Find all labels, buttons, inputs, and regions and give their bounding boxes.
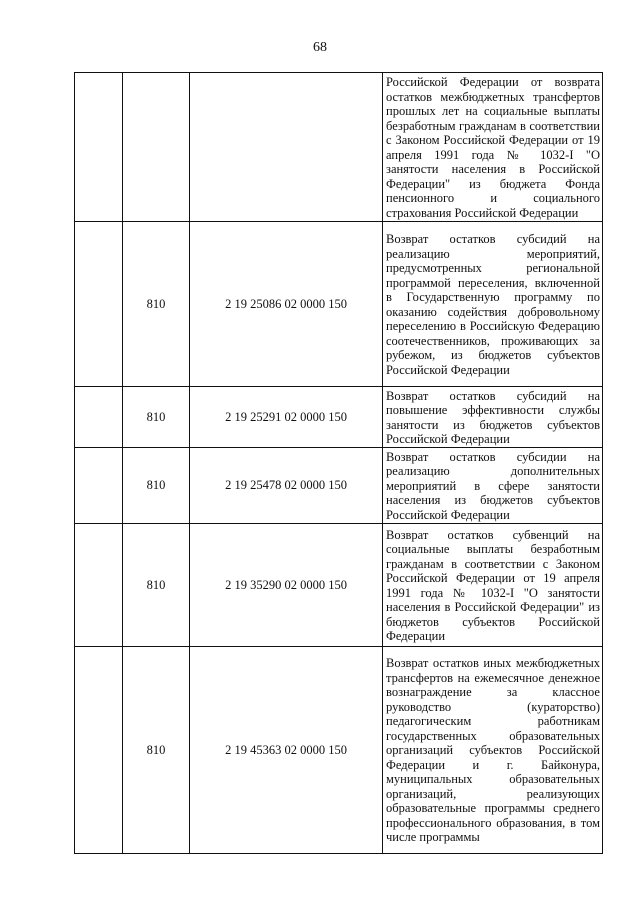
description-text: Возврат остатков субсидий на реализацию мероприятий, предусмотренных региональной программой переселения, включенной в Государственную программу по оказанию содействия добровольному переселению в Российскую Федерацию соотечественников, проживающих за рубежом, из бюджетов субъектов Российской Федерации	[386, 232, 600, 377]
description-text: Возврат остатков субвенций на социальные выплаты безработным гражданам в соответствии с Законом Российской Федерации от 19 апреля 1991 года № 1032-I "О занятости населения в Российской Федерации" из бюджетов субъектов Российской Федерации	[386, 527, 600, 643]
table-row	[75, 524, 603, 647]
table-row	[75, 387, 603, 448]
kbk-code-cell: 2 19 45363 02 0000 150	[190, 647, 383, 854]
table-row	[75, 73, 603, 222]
admin-code-cell: 810	[123, 387, 190, 448]
admin-code-cell: 810	[123, 647, 190, 854]
row-index-cell	[75, 524, 123, 647]
page-number: 68	[313, 40, 327, 55]
row-index-cell	[75, 73, 123, 222]
admin-code-cell: 810	[123, 448, 190, 524]
admin-code-cell: 810	[123, 524, 190, 647]
table-row	[75, 448, 603, 524]
description-cell	[383, 387, 603, 448]
description-cell	[383, 647, 603, 854]
admin-code-cell: 810	[123, 222, 190, 387]
kbk-code-cell	[190, 73, 383, 222]
kbk-code-cell: 2 19 25086 02 0000 150	[190, 222, 383, 387]
description-cell	[383, 524, 603, 647]
row-index-cell	[75, 647, 123, 854]
description-cell	[383, 73, 603, 222]
kbk-code-cell: 2 19 35290 02 0000 150	[190, 524, 383, 647]
row-index-cell	[75, 448, 123, 524]
table-row	[75, 647, 603, 854]
budget-classification-table	[74, 72, 603, 854]
description-text: Возврат остатков иных межбюджетных трансфертов на ежемесячное денежное вознаграждение за классное руководство (кураторство) педагогическим работникам государственных образовательных организаций субъектов Российской Федерации и г. Байконура, муниципальных образовательных организаций, реализующих образовательные программы среднего профессионального образования, в том числе программы	[386, 656, 600, 845]
description-text: Российской Федерации от возврата остатков межбюджетных трансфертов прошлых лет на социальные выплаты безработным гражданам в соответствии с Законом Российской Федерации от 19 апреля 1991 года № 1032-I "О занятости населения в Российской Федерации" из бюджета Фонда пенсионного и социального страхования Российской Федерации	[386, 75, 600, 220]
row-index-cell	[75, 387, 123, 448]
kbk-code-cell: 2 19 25478 02 0000 150	[190, 448, 383, 524]
description-text: Возврат остатков субсидии на реализацию дополнительных мероприятий в сфере занятости населения из бюджетов субъектов Российской Федерации	[386, 449, 600, 522]
description-cell	[383, 222, 603, 387]
table-row	[75, 222, 603, 387]
description-cell	[383, 448, 603, 524]
row-index-cell	[75, 222, 123, 387]
description-text: Возврат остатков субсидий на повышение эффективности службы занятости из бюджетов субъектов Российской Федерации	[386, 388, 600, 446]
kbk-code-cell: 2 19 25291 02 0000 150	[190, 387, 383, 448]
admin-code-cell	[123, 73, 190, 222]
